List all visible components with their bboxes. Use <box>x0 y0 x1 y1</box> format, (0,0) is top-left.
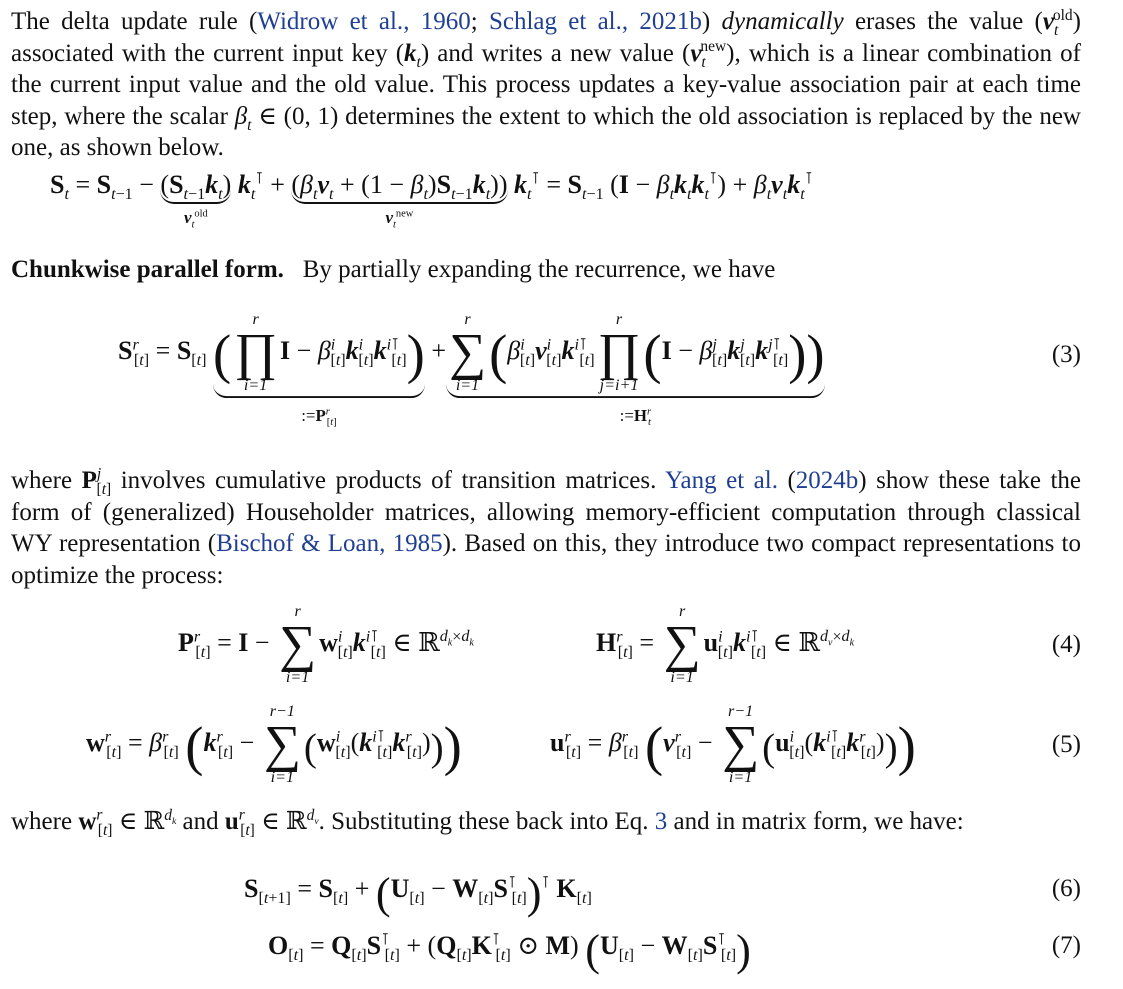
equation-number-7: (7) <box>1051 932 1081 959</box>
equation-reference-3[interactable]: 3 <box>654 808 668 835</box>
equation-number-3: (3) <box>1051 341 1081 368</box>
paragraph-substituting: where $w^r_{[t]}$ ∈ ℝ$^{d_k}$ and $u^r_{[t]}$ ∈ ℝ$^{d_v}$. Substituting these back into Eq. 3 and in matrix form, we have: <box>11 806 964 839</box>
paragraph-delta-rule: The delta update rule (Widrow et al., 1960; Schlag et al., 2021b) dynamically erases the value $(v_t^{old})$ associated with the current input key $(k_t)$ and writes a new value $(v_t^{new})$, which is a linear combination of the current input value and the old value. This process updates a key-value association pair at each time step, where the scalar $\beta_t$ ∈ (0, 1) determines the extent to which the old association is replaced by the new one, as shown below. <box>11 6 1082 161</box>
equation-number-5: (5) <box>1051 731 1081 758</box>
emphasis-dynamically: dynamically <box>721 8 844 35</box>
equation-number-4: (4) <box>1051 631 1081 658</box>
equation-number-6: (6) <box>1051 875 1081 902</box>
citation-bischof[interactable]: Bischof & Loan, 1985 <box>216 530 443 557</box>
run-in-heading: Chunkwise parallel form. <box>11 256 284 283</box>
paragraph-chunkwise: Chunkwise parallel form. By partially expanding the recurrence, we have <box>11 256 776 283</box>
citation-schlag[interactable]: Schlag et al., 2021b <box>488 8 702 35</box>
paragraph-householder: where $P^j_{[t]}$ involves cumulative products of transition matrices. Yang et al. (2024b) show these take the form of (generalized) Householder matrices, allowing memory-efficient computation through classical WY representation (Bischof & Loan, 1985). Based on this, they introduce two compact representations to optimize the process: <box>11 465 1082 589</box>
citation-yang-year[interactable]: 2024b <box>795 467 859 494</box>
citation-widrow[interactable]: Widrow et al., 1960 <box>257 8 471 35</box>
citation-yang[interactable]: Yang et al. <box>664 467 778 494</box>
